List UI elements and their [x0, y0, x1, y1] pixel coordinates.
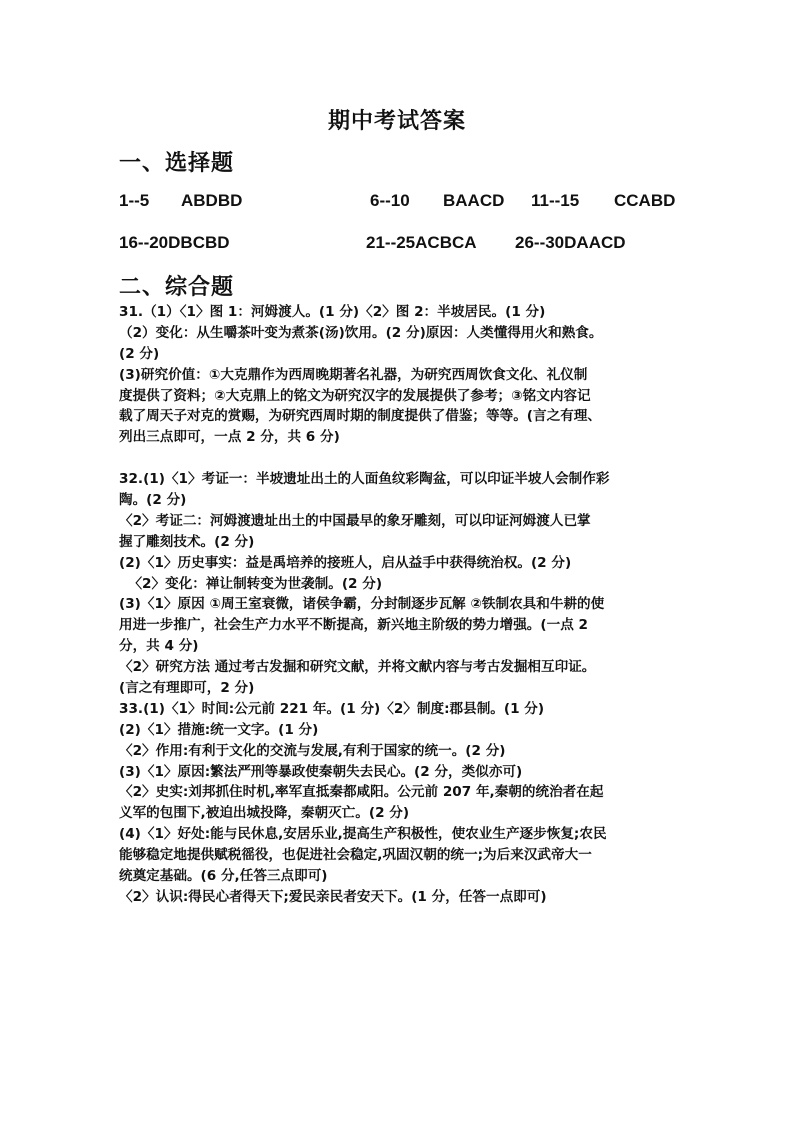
- section-heading-choice: 一、选择题: [119, 151, 235, 176]
- answer-line: 统奠定基础。(6 分,任答三点即可): [119, 868, 328, 885]
- answer-line: (3)研究价值：①大克鼎作为西周晚期著名礼器，为研究西周饮食文化、礼仪制: [119, 366, 588, 383]
- answer-range: 6--10: [370, 191, 410, 210]
- answer-letters: ABDBD: [181, 191, 243, 210]
- answer-line: (3)〈1〉原因 ①周王室衰微，诸侯争霸，分封制逐步瓦解 ②铁制农具和牛耕的使: [119, 596, 605, 613]
- answer-line: 〈2〉史实:刘邦抓住时机,率军直抵秦都咸阳。公元前 207 年,秦朝的统治者在起: [119, 784, 604, 801]
- answer-line: (3)〈1〉原因:繁法严刑等暴政使秦朝失去民心。(2 分，类似亦可): [119, 763, 523, 780]
- answer-line: (2)〈1〉历史事实：益是禹培养的接班人，启从益手中获得统治权。(2 分): [119, 554, 572, 571]
- section-heading-comprehensive: 二、综合题: [119, 275, 235, 300]
- answer-line: 31.（1）〈1〉图 1：河姆渡人。(1 分)〈2〉图 2：半坡居民。(1 分): [119, 304, 546, 320]
- answer-line: 用进一步推广，社会生产力水平不断提高，新兴地主阶级的势力增强。(一点 2: [119, 617, 588, 634]
- answer-line: 载了周天子对克的赏赐，为研究西周时期的制度提供了借鉴；等等。(言之有理、: [119, 408, 601, 425]
- answer-letters: BAACD: [443, 191, 505, 210]
- answer-line: 32.(1)〈1〉考证一：半坡遗址出土的人面鱼纹彩陶盆，可以印证半坡人会制作彩: [119, 471, 610, 488]
- answer-group: 21--25ACBCA: [366, 233, 477, 252]
- answer-line: 分，共 4 分): [119, 638, 199, 655]
- answer-line: 陶。(2 分): [119, 492, 187, 509]
- answer-body: [119, 302, 691, 908]
- answer-range: 11--15: [531, 191, 580, 210]
- page-title: 期中考试答案: [327, 109, 466, 134]
- answer-line: 义军的包围下,被迫出城投降，秦朝灭亡。(2 分): [119, 805, 410, 822]
- answer-line: 33.(1)〈1〉时间:公元前 221 年。(1 分)〈2〉制度:郡县制。(1 分): [119, 700, 545, 717]
- answer-line: (2 分): [119, 345, 160, 362]
- answer-line: 能够稳定地提供赋税徭役，也促进社会稳定,巩固汉朝的统一;为后来汉武帝大一: [119, 847, 592, 864]
- answer-line: 列出三点即可，一点 2 分，共 6 分): [119, 429, 340, 446]
- answer-line: (言之有理即可，2 分): [119, 680, 255, 697]
- answer-line: 〈2〉变化：禅让制转变为世袭制。(2 分): [119, 575, 383, 592]
- answer-line: (4)〈1〉好处:能与民休息,安居乐业,提高生产积极性，使农业生产逐步恢复;农民: [119, 826, 607, 843]
- answer-line: （2）变化：从生嚼茶叶变为煮茶(汤)饮用。(2 分)原因：人类懂得用火和熟食。: [119, 324, 603, 341]
- answer-group: 16--20DBCBD: [119, 233, 230, 252]
- answer-letters: CCABD: [614, 191, 676, 210]
- answer-line: 握了雕刻技术。(2 分): [119, 533, 255, 550]
- answer-range: 1--5: [119, 191, 150, 210]
- answer-line: 〈2〉考证二：河姆渡遗址出土的中国最早的象牙雕刻，可以印证河姆渡人已掌: [119, 512, 591, 529]
- blank-line: [119, 448, 691, 469]
- answer-line: 度提供了资料；②大克鼎上的铭文为研究汉字的发展提供了参考；③铭文内容记: [119, 387, 591, 404]
- answer-line: 〈2〉认识:得民心者得天下;爱民亲民者安天下。(1 分，任答一点即可): [119, 888, 547, 905]
- answer-line: 〈2〉作用:有利于文化的交流与发展,有利于国家的统一。(2 分): [119, 742, 506, 759]
- answer-line: (2)〈1〉措施:统一文字。(1 分): [119, 721, 319, 738]
- answer-group: 26--30DAACD: [515, 233, 626, 252]
- answer-line: 〈2〉研究方法 通过考古发掘和研究文献，并将文献内容与考古发掘相互印证。: [119, 659, 596, 676]
